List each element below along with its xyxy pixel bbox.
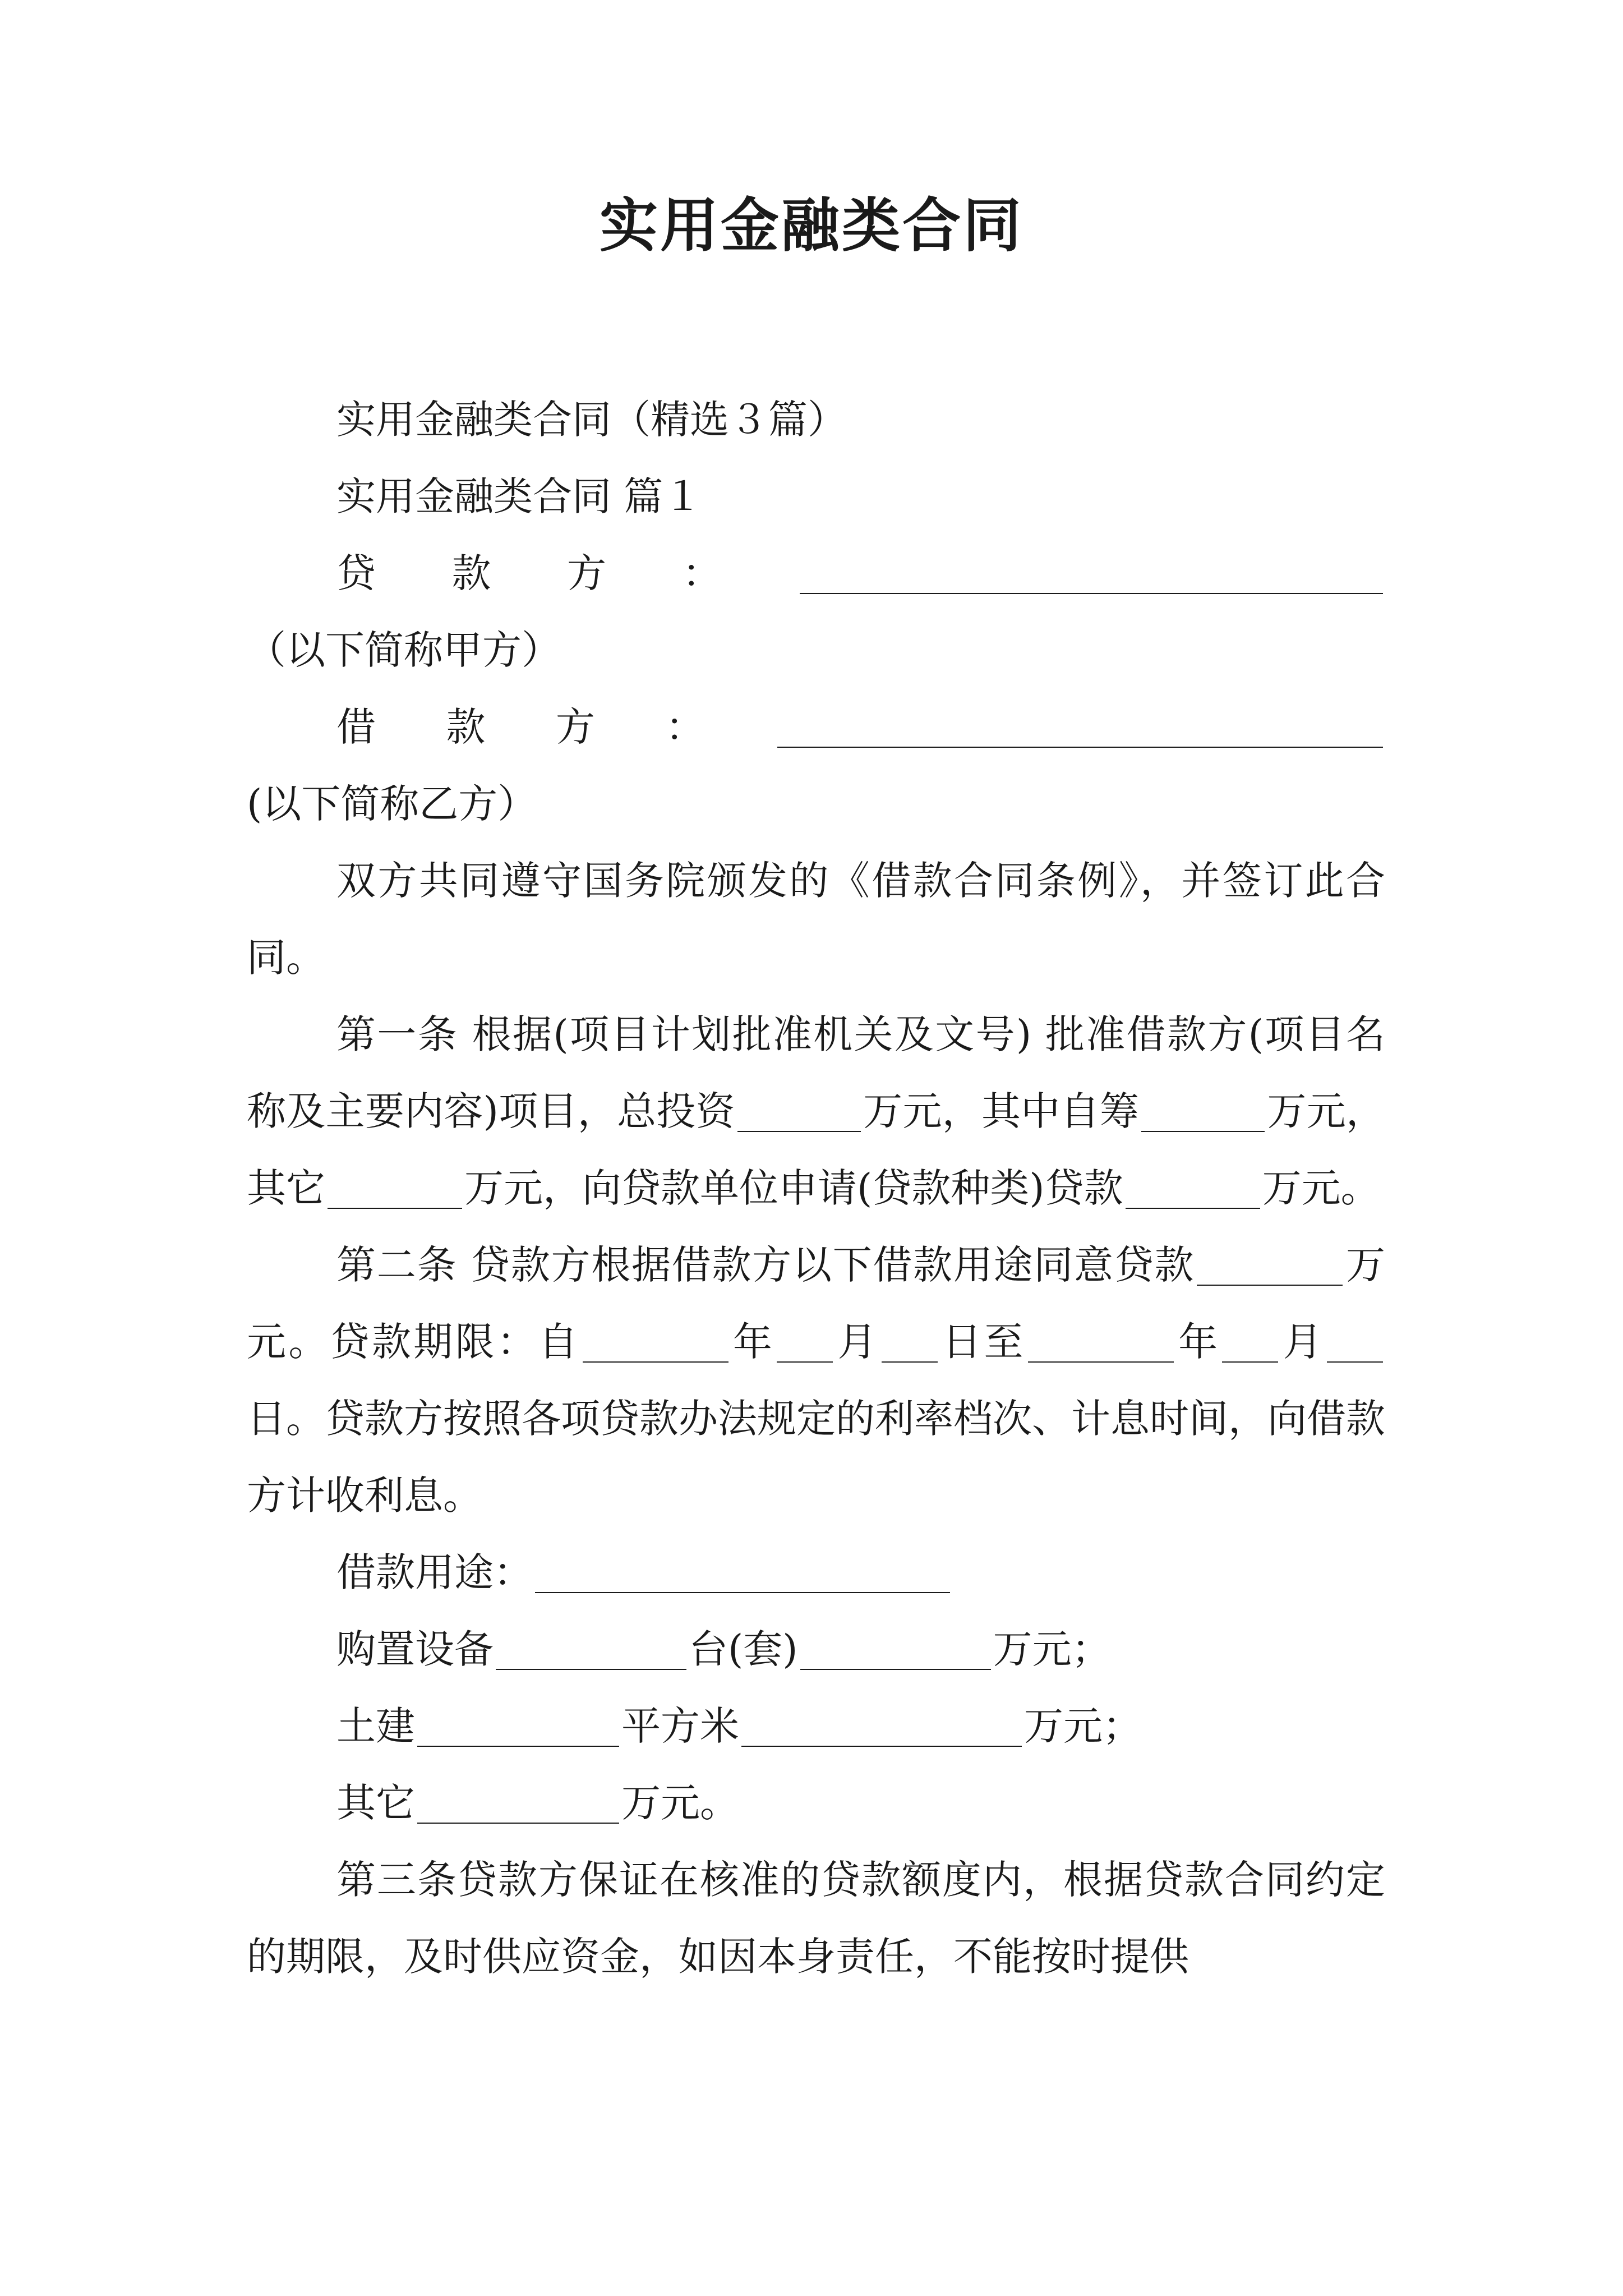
document-body	[247, 381, 1385, 1995]
purpose-line: 借款用途：	[247, 1534, 1385, 1611]
article-1: 第一条 根据(项目计划批准机关及文号) 批准借款方(项目名称及主要内容)项目，总投资 万元，其中自筹 万元，其它 万元，向贷款单位申请(贷款种类)贷款 万元。	[247, 1011, 1386, 1211]
document-title: 实用金融类合同	[599, 191, 1023, 260]
borrower-line: 借款方：(以下简称乙方）	[247, 689, 1385, 843]
other-line: 其它 万元。	[336, 1780, 739, 1826]
construction-amount-blank	[741, 1706, 1022, 1747]
equipment-amount-blank	[800, 1630, 991, 1670]
approved-amount-blank	[1197, 1245, 1343, 1286]
part-heading: 实用金融类合同 篇１	[336, 473, 703, 519]
start-day-blank	[882, 1322, 938, 1363]
lender-line: 贷款方：（以下简称甲方）	[247, 535, 1385, 689]
borrower-blank	[777, 707, 1383, 748]
self-funded-blank	[1141, 1092, 1265, 1132]
subtitle-line: 实用金融类合同（精选３篇）	[336, 397, 847, 443]
loan-amount-blank	[1126, 1168, 1260, 1209]
article-3: 第三条贷款方保证在核准的贷款额度内，根据贷款合同约定的期限，及时供应资金，如因本身责任，不能按时提供	[247, 1857, 1385, 1980]
end-month-blank	[1222, 1322, 1278, 1363]
construction-area-blank	[417, 1706, 619, 1747]
equipment-units-blank	[496, 1630, 686, 1670]
lender-blank	[800, 554, 1383, 594]
construction-line: 土建 平方米 万元；	[336, 1703, 1142, 1749]
start-year-blank	[583, 1322, 728, 1363]
start-month-blank	[777, 1322, 833, 1363]
equipment-line: 购置设备 台(套) 万元；	[336, 1626, 1111, 1672]
article-2: 第二条 贷款方根据借款方以下借款用途同意贷款 万元。贷款期限：自 年 月 日至 年 月日。贷款方按照各项贷款办法规定的利率档次、计息时间，向借款方计收利息。	[247, 1242, 1386, 1519]
end-day-blank	[1327, 1322, 1383, 1363]
other-funds-blank	[328, 1168, 462, 1209]
total-investment-blank	[737, 1092, 861, 1132]
intro-paragraph: 双方共同遵守国务院颁发的《借款合同条例》，并签订此合同。	[247, 858, 1385, 981]
end-year-blank	[1028, 1322, 1174, 1363]
purpose-blank	[535, 1553, 950, 1593]
other-amount-blank	[417, 1783, 619, 1824]
